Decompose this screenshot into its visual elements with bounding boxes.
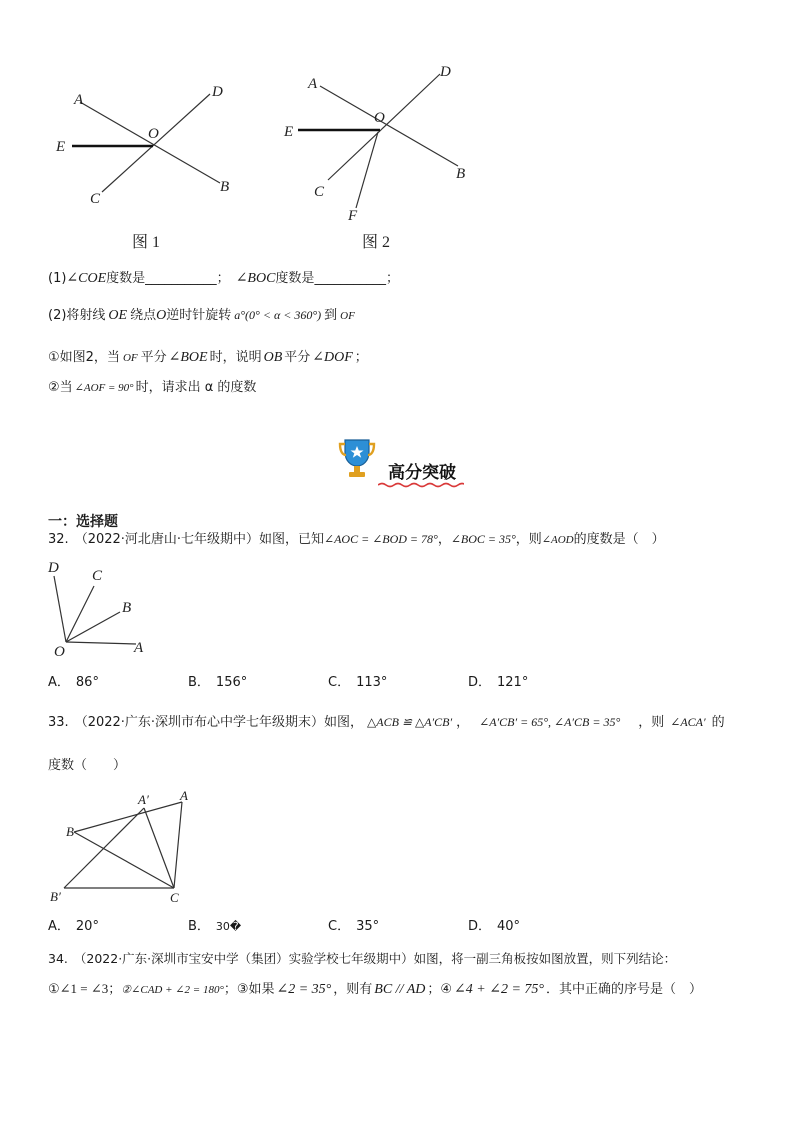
- fig1-label-B: B: [220, 179, 230, 195]
- sub1-text: 平分: [140, 350, 167, 365]
- fig1-label-A: A: [74, 92, 84, 108]
- q32-option-a[interactable]: [48, 674, 99, 692]
- q33-figure: [40, 784, 210, 909]
- answer-blank-1: ___________: [145, 271, 217, 286]
- wave-underline: [378, 482, 464, 488]
- fig2-label-E: E: [284, 124, 294, 140]
- answer-blank-2: ___________: [314, 271, 386, 286]
- option-value: 156°: [215, 675, 248, 690]
- option-letter: C．: [328, 919, 351, 934]
- q-prev-text: 到: [324, 308, 338, 323]
- q33-number: 33.: [48, 715, 69, 730]
- q33-stem-line1: [48, 713, 725, 732]
- option-value: 35°: [356, 919, 380, 934]
- q33-target: ∠ACA′: [670, 715, 706, 729]
- q32-condition-1: ∠AOC = ∠BOD = 78°: [324, 532, 438, 546]
- q32-source: （2022·河北唐山·七年级期中）如图，已知: [74, 532, 325, 547]
- q33-option-a[interactable]: [48, 918, 99, 936]
- q32-target: ∠AOD: [541, 534, 574, 546]
- option-letter: D．: [468, 675, 492, 690]
- q33-option-c[interactable]: [328, 918, 379, 936]
- q32-text: 的度数是（ ）: [573, 532, 665, 547]
- option-letter: B．: [188, 675, 210, 690]
- q34-conclusion-1: ①∠1 = ∠3: [48, 981, 109, 996]
- q34-text: ；④: [427, 982, 453, 997]
- sub2-text: 时，请求出 α 的度数: [135, 380, 257, 395]
- q33-label-A-prime: A′: [138, 792, 149, 807]
- q34-text: ．其中正确的序号是（ ）: [546, 982, 703, 997]
- q-prev-part2-label: (2)将射线: [48, 308, 106, 323]
- q32-condition-2: ∠BOC = 35°: [450, 532, 516, 546]
- section-heading: 一：选择题: [48, 514, 118, 530]
- angle-boe: ∠BOE: [168, 350, 208, 365]
- q-prev-text: 度数是: [275, 271, 315, 286]
- option-letter: A．: [48, 675, 70, 690]
- section-banner: [338, 436, 468, 488]
- separator: ；: [216, 271, 230, 286]
- q32-option-c[interactable]: [328, 674, 387, 692]
- sub1-text: ；: [354, 350, 368, 365]
- q33-label-B-prime: B′: [50, 889, 61, 904]
- figure-2: [280, 60, 480, 260]
- option-letter: B．: [188, 919, 210, 934]
- q33-option-d[interactable]: [468, 918, 520, 936]
- q-prev-text: 逆时针旋转: [166, 308, 232, 323]
- option-letter: C．: [328, 675, 351, 690]
- q32-label-C: C: [92, 568, 103, 584]
- q33-option-b[interactable]: [188, 918, 241, 936]
- fig2-label-C: C: [314, 184, 325, 200]
- option-letter: D．: [468, 919, 492, 934]
- angle-boc: ∠BOC: [235, 271, 276, 286]
- q32-label-A: A: [134, 640, 144, 656]
- q32-label-D: D: [48, 560, 59, 576]
- q32-label-O: O: [54, 644, 65, 660]
- q-prev-text: 度数是: [106, 271, 146, 286]
- q34-stem-line2: [48, 980, 702, 999]
- figure-1: [40, 70, 260, 255]
- alpha-expression: a°(0° < α < 360°): [234, 308, 322, 322]
- fig1-label-C: C: [90, 191, 101, 207]
- angle-aof-condition: ∠AOF = 90°: [74, 382, 134, 394]
- q33-congruence: △ACB ≌ △A′CB′: [367, 715, 453, 729]
- fig2-label-B: B: [456, 166, 466, 182]
- fig1-caption: 图 1: [132, 234, 161, 251]
- q34-text: ；③如果: [223, 982, 275, 997]
- q-prev-text: 绕点: [130, 308, 157, 323]
- ray-oe: OE: [108, 308, 128, 323]
- fig2-label-O: O: [374, 110, 385, 126]
- q-prev-sub1: [48, 349, 368, 367]
- q32-figure: [44, 560, 154, 660]
- q32-text: ，: [437, 532, 451, 547]
- fig2-label-A: A: [308, 76, 318, 92]
- q33-label-B: B: [66, 824, 74, 839]
- q33-source: （2022·广东·深圳市布心中学七年级期末）如图，: [74, 715, 364, 730]
- fig2-label-D: D: [440, 64, 451, 80]
- angle-coe: ∠COE: [66, 271, 107, 286]
- q32-option-d[interactable]: [468, 674, 528, 692]
- q34-stem-line1: [48, 950, 676, 968]
- banner-title: 高分突破: [388, 463, 456, 483]
- q34-source: （2022·广东·深圳市宝安中学（集团）实验学校七年级期中）如图，将一副三角板按如图放置，则下列结论：: [73, 951, 677, 966]
- sub1-text: 平分: [284, 350, 311, 365]
- q-prev-sub2: [48, 379, 256, 397]
- q33-condition: ∠A′CB′ = 65°, ∠A′CB = 35°: [479, 715, 621, 729]
- fig1-label-O: O: [148, 126, 159, 142]
- q32-stem: [48, 530, 665, 549]
- q34-conclusion-3b: BC // AD: [374, 982, 426, 997]
- q33-stem-line2: 度数（ ）: [48, 758, 127, 773]
- fig1-label-E: E: [56, 139, 66, 155]
- sub1-text: ①如图2，当: [48, 350, 120, 365]
- option-value: 86°: [75, 675, 99, 690]
- fig2-caption: 图 2: [362, 234, 391, 251]
- point-o: O: [156, 308, 167, 323]
- ray-ob: OB: [263, 350, 283, 365]
- ray-of: OF: [340, 310, 355, 322]
- sub1-text: 时，说明: [209, 350, 262, 365]
- angle-dof: ∠DOF: [312, 350, 353, 365]
- separator: ；: [385, 271, 399, 286]
- trophy-icon: [338, 436, 376, 480]
- q33-label-A: A: [180, 788, 188, 803]
- option-value: 40°: [497, 919, 521, 934]
- q-prev-line1: [48, 270, 399, 288]
- option-value: 20°: [75, 919, 99, 934]
- option-letter: A．: [48, 919, 70, 934]
- q34-text: ；: [108, 982, 122, 997]
- q32-text: ，则: [515, 532, 542, 547]
- q34-number: 34.: [48, 951, 68, 966]
- q33-label-C: C: [170, 890, 179, 905]
- q34-conclusion-3a: ∠2 = 35°: [276, 982, 332, 997]
- q33-text: 的: [711, 715, 725, 730]
- q32-option-b[interactable]: [188, 674, 247, 692]
- option-value: 121°: [497, 675, 529, 690]
- q33-text: ，则: [638, 715, 665, 730]
- q33-text: ，: [456, 715, 470, 730]
- q-prev-line2: [48, 306, 355, 325]
- q32-number: 32.: [48, 532, 69, 547]
- q-prev-part1-label: (1): [48, 271, 67, 286]
- sub2-text: ②当: [48, 380, 73, 395]
- q34-conclusion-2: ②∠CAD + ∠2 = 180°: [121, 984, 224, 996]
- q32-label-B: B: [122, 600, 132, 616]
- q34-conclusion-4: ∠4 + ∠2 = 75°: [454, 982, 544, 997]
- fig1-label-D: D: [212, 84, 223, 100]
- q34-text: ，则有: [333, 982, 373, 997]
- fig2-label-F: F: [348, 208, 358, 224]
- ray-of: OF: [122, 352, 138, 364]
- option-value: 113°: [356, 675, 388, 690]
- option-value: 30�: [215, 920, 242, 933]
